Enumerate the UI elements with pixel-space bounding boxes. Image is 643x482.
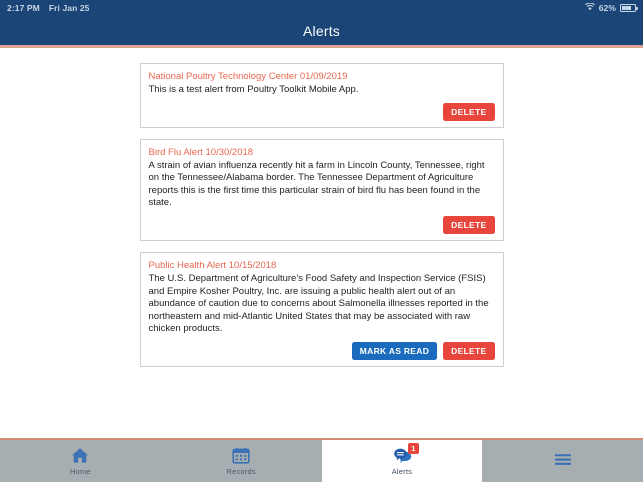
wifi-icon (585, 3, 595, 13)
tab-records[interactable] (161, 440, 322, 482)
tab-alerts[interactable] (322, 440, 483, 482)
alert-title: Bird Flu Alert 10/30/2018 (148, 146, 254, 158)
tab-menu[interactable] (482, 440, 643, 482)
status-bar-left (7, 3, 90, 13)
alerts-list (0, 48, 643, 479)
tab-home[interactable] (0, 440, 161, 482)
tab-alerts-label: Alerts (391, 467, 413, 476)
status-bar-time: 2:17 PM (7, 3, 40, 13)
status-bar-date: Fri Jan 25 (48, 3, 90, 13)
alert-card[interactable] (140, 252, 504, 367)
mark-as-read-button[interactable]: MARK AS READ (352, 342, 437, 360)
hamburger-menu-icon (553, 451, 573, 469)
battery-percent-label: 62% (598, 3, 616, 13)
page-title: Alerts (303, 22, 340, 39)
status-bar (0, 0, 643, 16)
alert-actions (149, 216, 495, 234)
delete-button[interactable]: DELETE (443, 103, 494, 121)
status-bar-right (585, 3, 636, 13)
home-icon (70, 446, 90, 464)
delete-button[interactable]: DELETE (443, 216, 494, 234)
chat-bubble-icon (392, 444, 416, 464)
tab-home-label: Home (69, 467, 91, 476)
alert-card[interactable] (140, 63, 504, 128)
tab-records-label: Records (226, 467, 256, 476)
alert-body: The U.S. Department of Agriculture's Food Safety and Inspection Service (FSIS) and Empire Kosher Poultry, Inc. are issuing a public health alert out of an abundance of caution due to concerns about Salmonella illnesses reported in the northeastern and mid-Atlantic United States that may be associated with raw chicken products. (148, 272, 489, 335)
alert-body: A strain of avian influenza recently hit a farm in Lincoln County, Tennessee, right on the Tennessee/Alabama border. The Tennessee Department of Agriculture reports this is the first time this particular strain of bird flu has been found in the state. (148, 159, 485, 209)
delete-button[interactable]: DELETE (443, 342, 494, 360)
alert-body: This is a test alert from Poultry Toolkit Mobile App. (148, 84, 359, 95)
battery-fill (622, 6, 631, 10)
bottom-tab-bar (0, 438, 643, 482)
alert-actions (149, 342, 495, 360)
app-header (0, 16, 643, 45)
calendar-icon (231, 446, 251, 464)
alert-card[interactable] (140, 139, 504, 241)
alert-actions (149, 103, 495, 121)
alert-title: Public Health Alert 10/15/2018 (148, 259, 277, 271)
alerts-badge: 1 (408, 443, 419, 454)
alert-title: National Poultry Technology Center 01/09/2019 (148, 71, 348, 82)
battery-icon (620, 4, 636, 12)
